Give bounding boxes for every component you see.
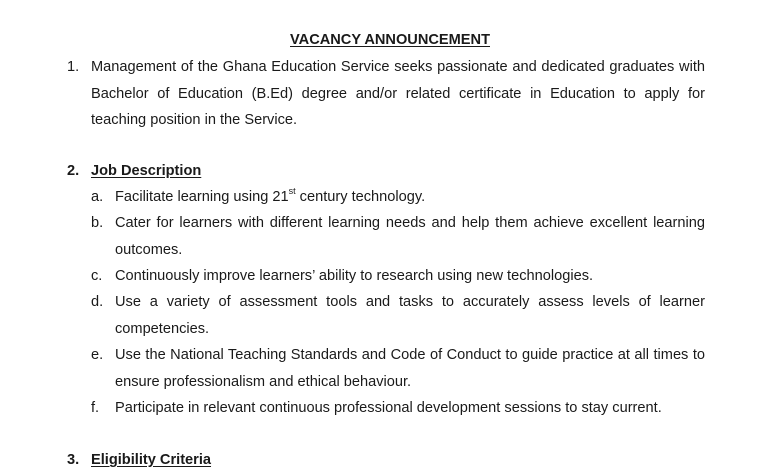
page-title [0,30,780,50]
section-2-number: 2. [67,163,80,179]
list-item-letter: d. [91,294,104,310]
list-item-text: Use a variety of assessment tools and tasks to accurately assess levels of learner competencies. [115,294,705,337]
list-item-text: Cater for learners with different learning needs and help them achieve excellent learning outcomes. [115,215,705,258]
list-item [91,263,705,290]
list-item-text: Facilitate learning using 21st century technology. [115,186,426,205]
list-item [91,342,705,395]
list-item-letter: f. [91,400,100,416]
list-item-text: Use the National Teaching Standards and Code of Conduct to guide practice at all times to ensure professionalism and ethical behaviour. [115,347,705,390]
list-item [91,184,705,211]
list-item-letter: e. [91,347,104,363]
section-3-number: 3. [67,452,80,468]
list-item [91,395,705,422]
list-item-letter: c. [91,268,103,284]
list-item-letter: b. [91,215,104,231]
list-item-letter: a. [91,189,104,205]
section-1-number: 1. [67,59,80,75]
list-item [91,289,705,342]
section-2-heading: Job Description [91,163,202,179]
section-1-paragraph: Management of the Ghana Education Service seeks passionate and dedicated graduates with Bachelor of Education (B.Ed) degree and/or related certificate in Education to apply for teaching position in the Service. [91,59,705,128]
list-item-text: Participate in relevant continuous professional development sessions to stay current. [115,400,662,416]
section-3-heading: Eligibility Criteria [91,452,212,468]
list-item-text: Continuously improve learners’ ability to research using new technologies. [115,268,594,284]
title-text: VACANCY ANNOUNCEMENT [290,32,490,48]
list-item [91,210,705,263]
